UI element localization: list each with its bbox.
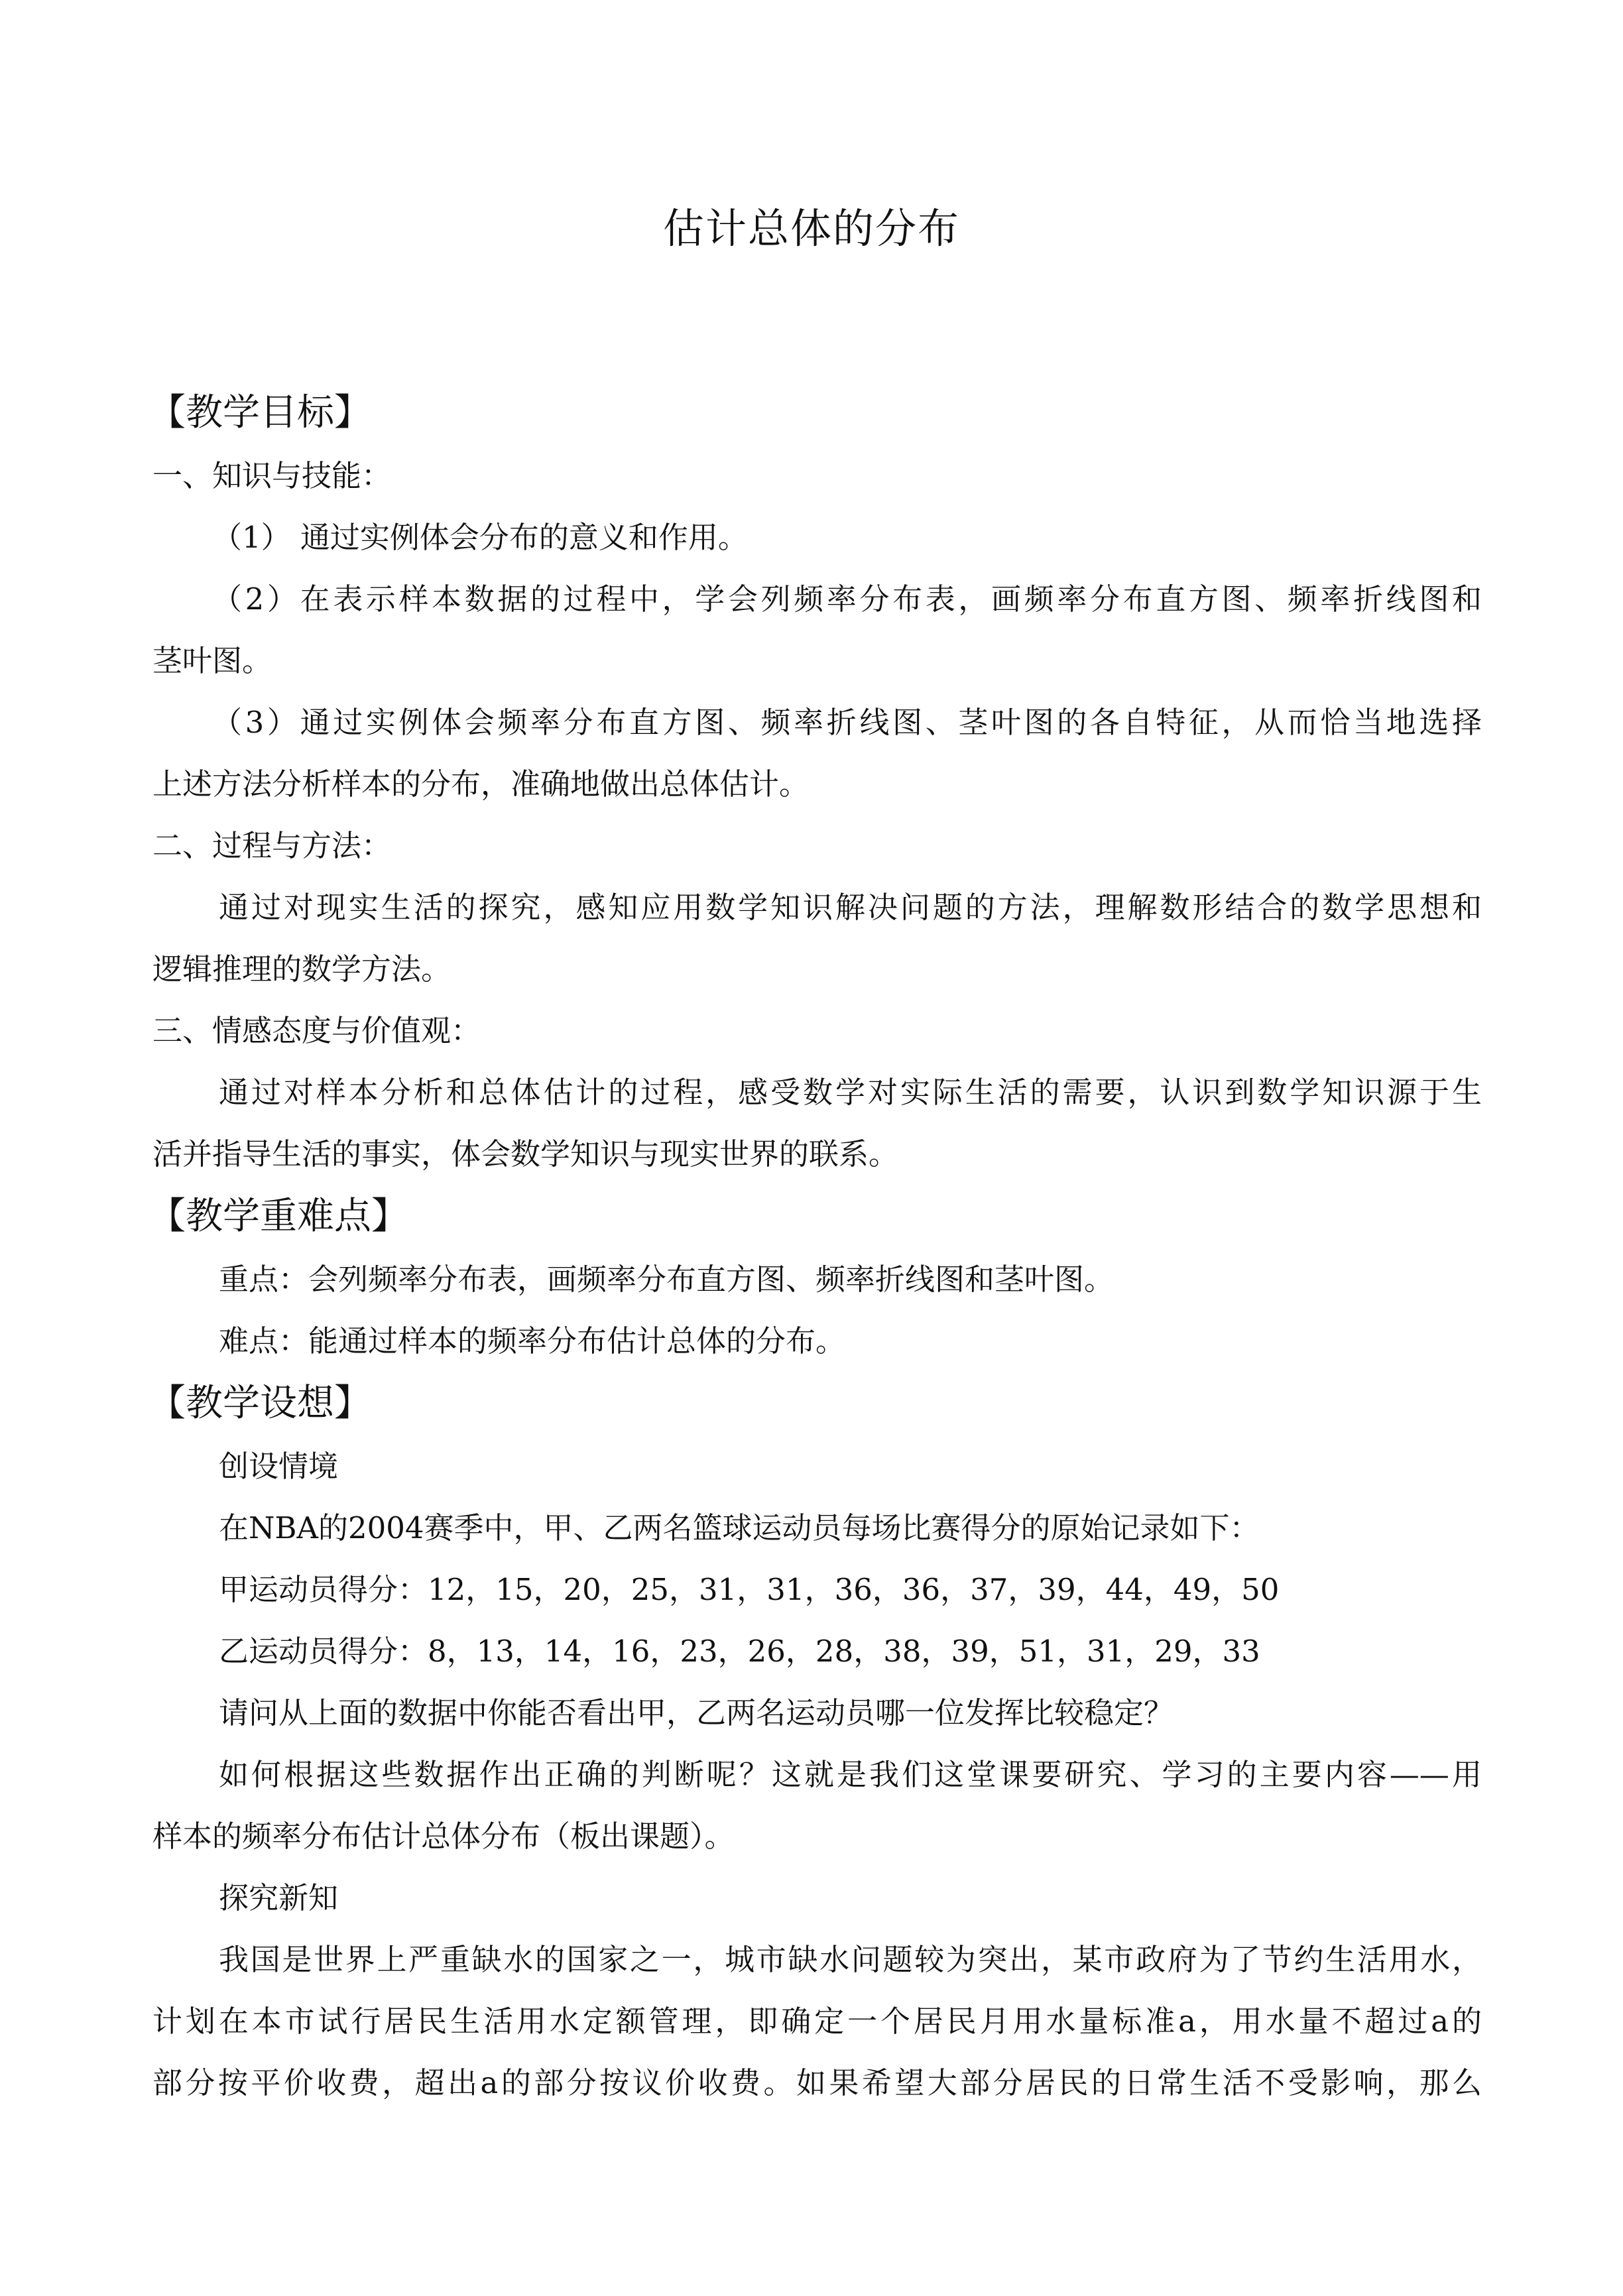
objectives-heading: 【教学目标】 xyxy=(149,391,371,434)
process-text-line-1: 通过对现实生活的探究，感知应用数学知识解决问题的方法，理解数形结合的数学思想和 xyxy=(219,890,1482,925)
design-heading: 【教学设想】 xyxy=(149,1382,371,1425)
knowledge-item-1: （1） 通过实例体会分布的意义和作用。 xyxy=(212,520,748,555)
explore-text-line-2: 计划在本市试行居民生活用水定额管理，即确定一个居民月用水量标准a，用水量不超过a的 xyxy=(152,2004,1482,2039)
player-yi-scores: 乙运动员得分：8，13，14，16，23，26，28，38，39，51，31，29，33 xyxy=(219,1634,1260,1669)
scenario-intro: 在NBA的2004赛季中，甲、乙两名篮球运动员每场比赛得分的原始记录如下： xyxy=(219,1510,1260,1545)
emotion-heading: 三、情感态度与价值观： xyxy=(152,1013,481,1048)
explore-text-line-1: 我国是世界上严重缺水的国家之一，城市缺水问题较为突出，某市政府为了节约生活用水， xyxy=(219,1942,1482,1977)
knowledge-item-2-line-1: （2）在表示样本数据的过程中，学会列频率分布表，画频率分布直方图、频率折线图和 xyxy=(212,581,1482,617)
knowledge-item-3-line-1: （3）通过实例体会频率分布直方图、频率折线图、茎叶图的各自特征，从而恰当地选择 xyxy=(212,705,1482,740)
difficult-point: 难点：能通过样本的频率分布估计总体的分布。 xyxy=(219,1323,846,1359)
scenario-label: 创设情境 xyxy=(219,1449,339,1484)
knowledge-item-3-line-2: 上述方法分析样本的分布，准确地做出总体估计。 xyxy=(152,766,810,802)
emotion-text-line-1: 通过对样本分析和总体估计的过程，感受数学对实际生活的需要，认识到数学知识源于生 xyxy=(219,1075,1482,1110)
difficulty-heading: 【教学重难点】 xyxy=(149,1195,408,1238)
document-title: 估计总体的分布 xyxy=(662,204,960,253)
explore-text-line-3: 部分按平价收费，超出a的部分按议价收费。如果希望大部分居民的日常生活不受影响，那么 xyxy=(152,2065,1482,2100)
scenario-how-line-2: 样本的频率分布估计总体分布（板出课题）。 xyxy=(152,1819,735,1854)
process-heading: 二、过程与方法： xyxy=(152,828,392,863)
scenario-how-line-1: 如何根据这些数据作出正确的判断呢？这就是我们这堂课要研究、学习的主要内容——用 xyxy=(219,1757,1482,1792)
player-jia-scores: 甲运动员得分：12，15，20，25，31，31，36，36，37，39，44，49，50 xyxy=(219,1572,1280,1607)
scenario-question: 请问从上面的数据中你能否看出甲，乙两名运动员哪一位发挥比较稳定？ xyxy=(219,1695,1174,1730)
knowledge-heading: 一、知识与技能： xyxy=(152,458,392,493)
explore-label: 探究新知 xyxy=(219,1880,339,1915)
knowledge-item-2-line-2: 茎叶图。 xyxy=(152,643,272,678)
key-point: 重点：会列频率分布表，画频率分布直方图、频率折线图和茎叶图。 xyxy=(219,1262,1114,1297)
document-body xyxy=(149,381,1482,2114)
emotion-text-line-2: 活并指导生活的事实，体会数学知识与现实世界的联系。 xyxy=(152,1136,899,1172)
process-text-line-2: 逻辑推理的数学方法。 xyxy=(152,951,451,987)
